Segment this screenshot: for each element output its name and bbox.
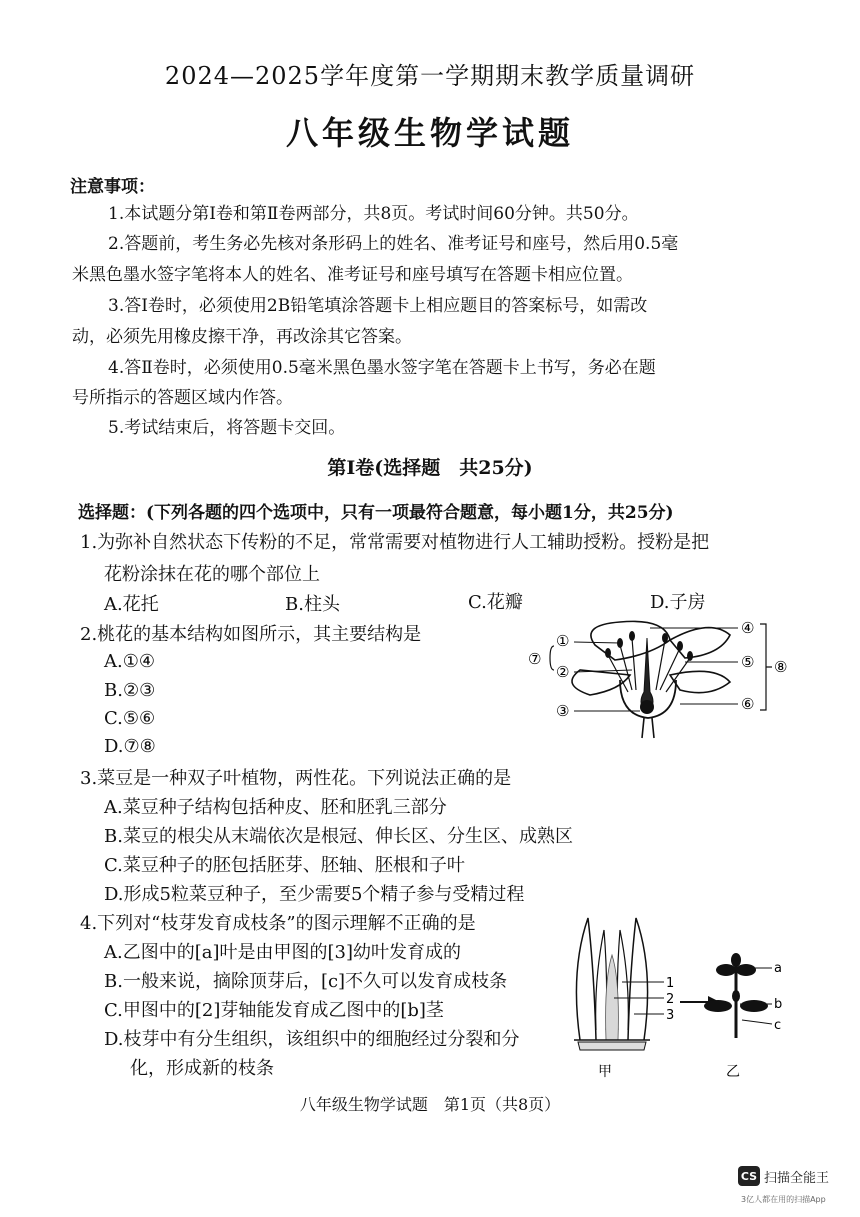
question-2-stem: 2.桃花的基本结构如图所示，其主要结构是 <box>80 624 422 645</box>
question-2-option-d: D.⑦⑧ <box>104 736 156 757</box>
bud-label-1: 1 <box>666 976 675 991</box>
scanner-app-name: 扫描全能王 <box>764 1170 830 1186</box>
caption-jia: 甲 <box>598 1064 612 1080</box>
question-2-option-a: A.①④ <box>104 651 155 672</box>
question-2-option-b: B.②③ <box>104 680 156 701</box>
question-4-option-d: D.枝芽中有分生组织，该组织中的细胞经过分裂和分 <box>104 1029 520 1050</box>
notice-line: 号所指示的答题区域内作答。 <box>72 388 293 408</box>
notice-line: 5.考试结束后，将答题卡交回。 <box>108 418 346 438</box>
flower-label-5: ⑤ <box>741 653 755 671</box>
bud-label-2: 2 <box>666 992 675 1007</box>
question-1-option-c: C.花瓣 <box>468 592 523 613</box>
flower-label-8: ⑧ <box>774 658 788 676</box>
notice-line: 动，必须先用橡皮擦干净，再改涂其它答案。 <box>72 327 412 347</box>
question-1-option-b: B.柱头 <box>285 594 340 615</box>
scanner-watermark <box>738 1166 829 1186</box>
flower-label-7: ⑦ <box>528 650 542 668</box>
scanner-logo-icon: CS <box>738 1166 760 1186</box>
caption-yi: 乙 <box>726 1064 740 1080</box>
question-1-stem-cont: 花粉涂抹在花的哪个部位上 <box>104 564 320 585</box>
branch-label-c: c <box>774 1018 782 1033</box>
flower-label-6: ⑥ <box>741 695 755 713</box>
question-3-stem: 3.菜豆是一种双子叶植物，两性花。下列说法正确的是 <box>80 768 512 789</box>
section-title: 第Ⅰ卷(选择题 共25分) <box>327 457 533 479</box>
question-1-option-d: D.子房 <box>650 592 706 613</box>
notice-line: 米黑色墨水签字笔将本人的姓名、准考证号和座号填写在答题卡相应位置。 <box>72 265 633 285</box>
question-4-option-d-cont: 化，形成新的枝条 <box>130 1058 274 1079</box>
question-2-option-c: C.⑤⑥ <box>104 708 156 729</box>
question-3-option-c: C.菜豆种子的胚包括胚芽、胚轴、胚根和子叶 <box>104 855 465 876</box>
page-footer: 八年级生物学试题 第1页（共8页） <box>299 1095 561 1114</box>
question-4-stem: 4.下列对“枝芽发育成枝条”的图示理解不正确的是 <box>80 913 476 934</box>
notice-line: 2.答题前，考生务必先核对条形码上的姓名、准考证号和座号，然后用0.5毫 <box>108 234 679 254</box>
question-4-option-c: C.甲图中的[2]芽轴能发育成乙图中的[b]茎 <box>104 1000 444 1021</box>
notice-heading: 注意事项： <box>70 177 155 197</box>
question-3-option-a: A.菜豆种子结构包括种皮、胚和胚乳三部分 <box>104 797 447 818</box>
section-instruction: 选择题：(下列各题的四个选项中，只有一项最符合题意，每小题1分，共25分) <box>78 503 674 523</box>
flower-label-4: ④ <box>741 619 755 637</box>
flower-label-2: ② <box>556 663 570 681</box>
question-4-option-b: B.一般来说，摘除顶芽后，[c]不久可以发育成枝条 <box>104 971 508 992</box>
notice-line: 4.答Ⅱ卷时，必须使用0.5毫米黑色墨水签字笔在答题卡上书写，务必在题 <box>108 358 656 378</box>
flower-label-1: ① <box>556 632 570 650</box>
exam-title: 八年级生物学试题 <box>285 114 574 152</box>
peach-flower-diagram <box>520 610 840 740</box>
question-1-option-a: A.花托 <box>104 594 159 615</box>
question-4-option-a: A.乙图中的[a]叶是由甲图的[3]幼叶发育成的 <box>104 942 461 963</box>
bud-branch-diagram <box>560 910 800 1085</box>
question-3-option-d: D.形成5粒菜豆种子，至少需要5个精子参与受精过程 <box>104 884 525 905</box>
notice-line: 3.答Ⅰ卷时，必须使用2B铅笔填涂答题卡上相应题目的答案标号，如需改 <box>108 296 648 316</box>
exam-subtitle: 2024—2025学年度第一学期期末教学质量调研 <box>164 62 696 90</box>
branch-label-a: a <box>774 961 782 976</box>
branch-label-b: b <box>774 997 783 1012</box>
question-1-stem: 1.为弥补自然状态下传粉的不足，常常需要对植物进行人工辅助授粉。授粉是把 <box>80 532 710 553</box>
bud-label-3: 3 <box>666 1008 675 1023</box>
notice-line: 1.本试题分第Ⅰ卷和第Ⅱ卷两部分，共8页。考试时间60分钟。共50分。 <box>108 204 639 224</box>
scanner-tagline: 3亿人都在用的扫描App <box>741 1195 826 1204</box>
flower-label-3: ③ <box>556 702 570 720</box>
question-3-option-b: B.菜豆的根尖从末端依次是根冠、伸长区、分生区、成熟区 <box>104 826 573 847</box>
